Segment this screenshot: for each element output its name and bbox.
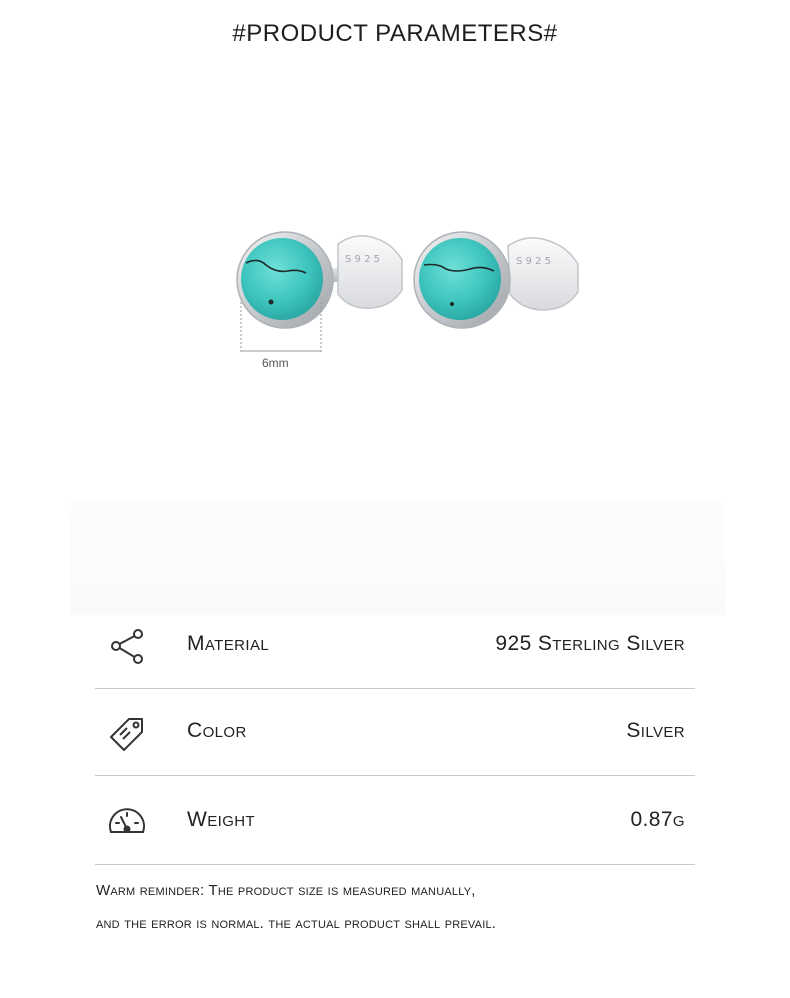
param-row-material: [95, 602, 695, 689]
share-nodes-icon: [107, 626, 147, 666]
param-row-weight: [95, 778, 695, 865]
earring-back-right: [508, 238, 578, 310]
reminder-line-1: Warm reminder: The product size is measured manually,: [96, 882, 476, 899]
earring-left: [237, 232, 402, 328]
reminder-line-2: and the error is normal. the actual product shall prevail.: [96, 915, 497, 932]
stone-left: [241, 238, 323, 320]
param-label-material: Material: [187, 632, 270, 655]
price-tag-icon: [107, 713, 147, 753]
param-value-weight: 0.87g: [630, 808, 685, 831]
param-row-color: [95, 689, 695, 776]
stamp-left: S 9 2 5: [345, 254, 380, 265]
param-value-material: 925 Sterling Silver: [495, 632, 685, 655]
param-label-weight: Weight: [187, 808, 256, 831]
stamp-right: S 9 2 5: [516, 256, 551, 267]
earring-right: [414, 232, 578, 328]
gauge-icon: [107, 802, 147, 842]
page-title: #PRODUCT PARAMETERS#: [232, 20, 558, 47]
param-value-color: Silver: [626, 719, 685, 742]
earring-back-left: [338, 236, 402, 308]
param-label-color: Color: [187, 719, 247, 742]
stone-right: [419, 238, 501, 320]
background-panel: [70, 500, 725, 615]
dimension-label: 6mm: [262, 356, 289, 370]
